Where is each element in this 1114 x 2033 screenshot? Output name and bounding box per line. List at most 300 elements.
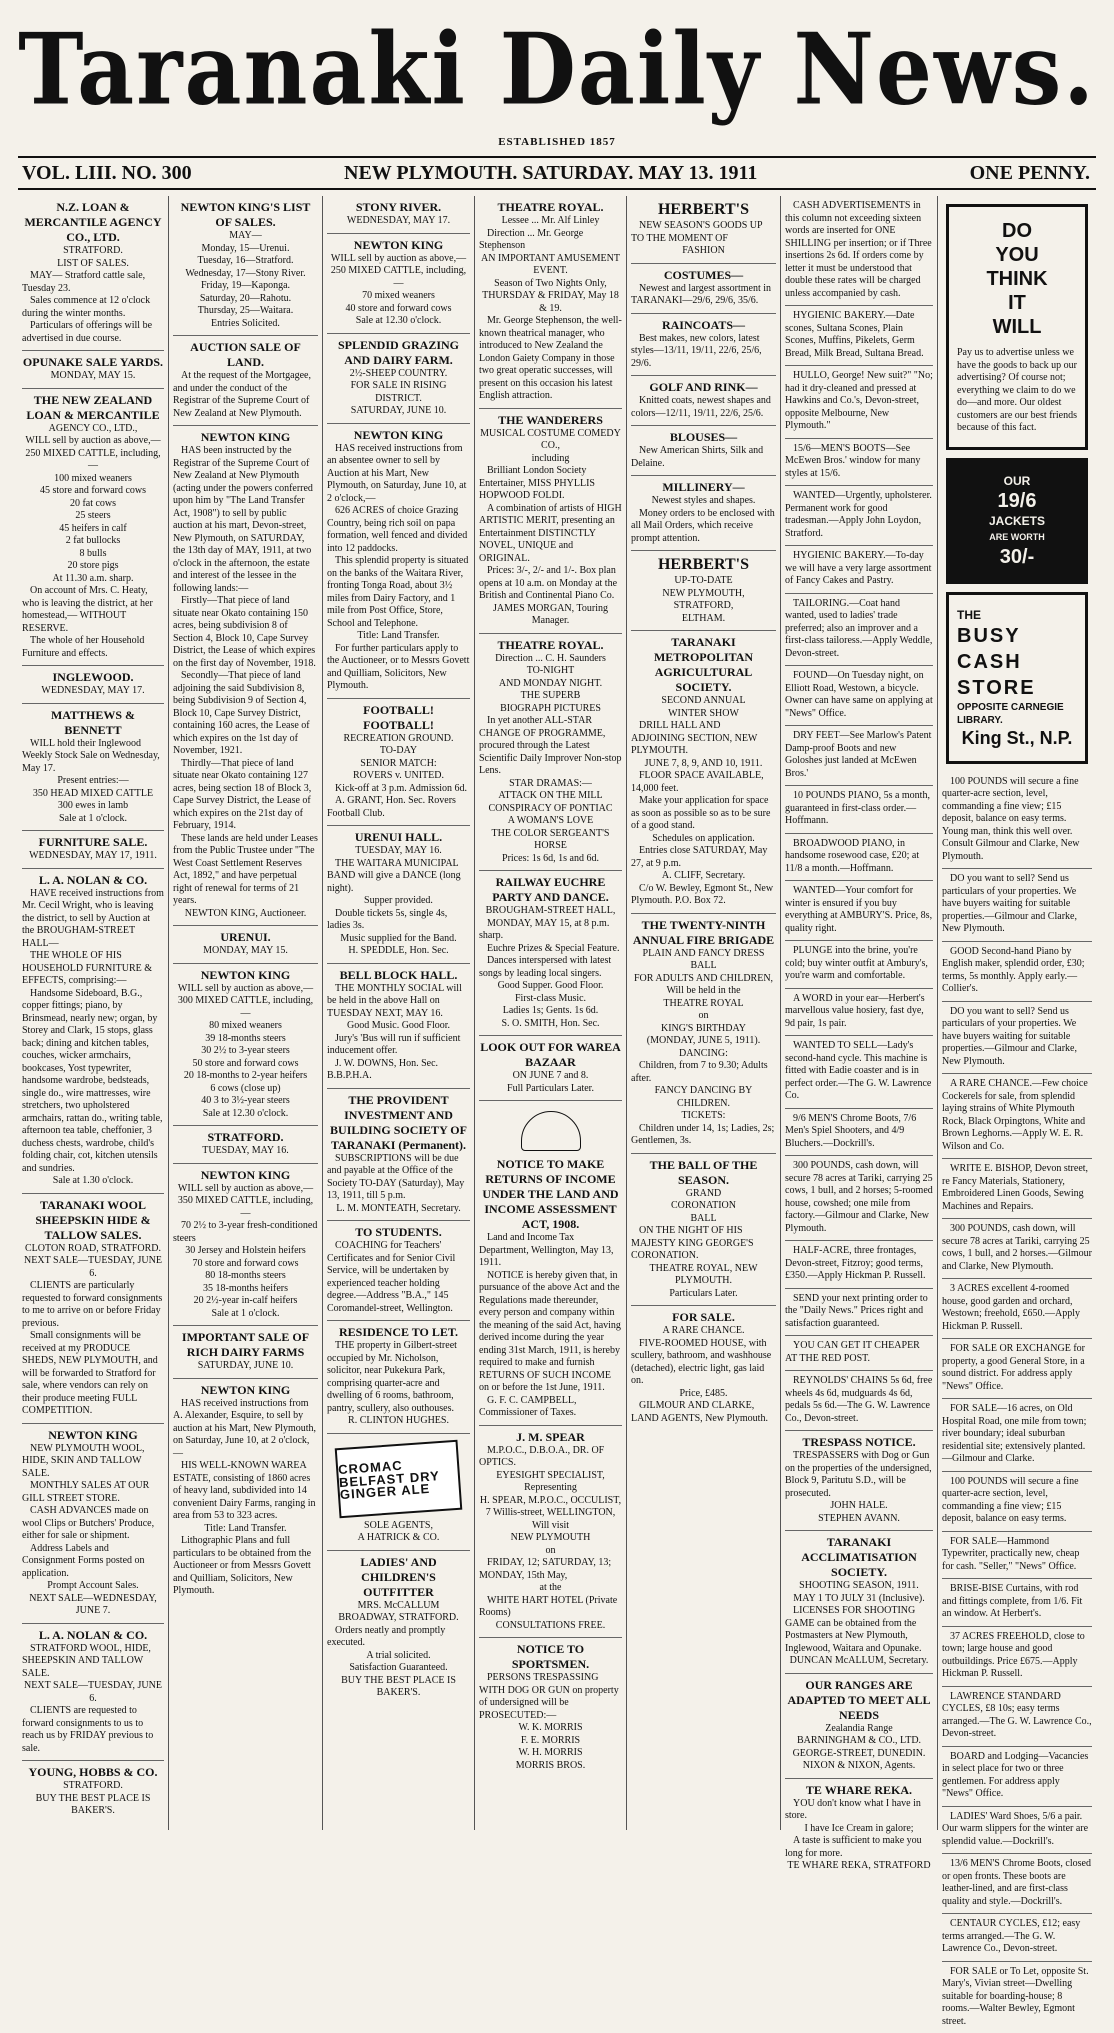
ad-text-line: FRIDAY, 12; SATURDAY, 13; MONDAY, 15th May,: [479, 1557, 622, 1582]
column-4: [475, 196, 626, 1830]
ad-text-line: 300 POUNDS, cash down, will secure 78 acres at Tariki, carrying 25 cows, 1 bull, and 2 horses.—Gilmour and Clarke, New Plymouth.: [942, 1223, 1092, 1273]
ad-heading: OUR RANGES ARE ADAPTED TO MEET ALL NEEDS: [785, 1678, 933, 1723]
ad-text-line: Ladies 1s; Gents. 1s 6d.: [479, 1005, 622, 1018]
advertisement-block: [942, 1472, 1092, 1532]
ad-text-line: STEPHEN AVANN.: [785, 1513, 933, 1526]
advertisement-block: [631, 376, 776, 426]
ad-text-line: 45 store and forward cows: [22, 485, 164, 498]
advertisement-block: [631, 196, 776, 264]
ad-text-line: Sale at 1.30 o'clock.: [22, 1175, 164, 1188]
masthead-rule-top: [18, 156, 1096, 158]
ad-text-line: PERSONS TRESPASSING WITH DOG OR GUN on property of undersigned will be PROSECUTED:—: [479, 1672, 622, 1722]
ad-text-line: BUY THE BEST PLACE IS BAKER'S.: [22, 1793, 164, 1818]
advertisement-block: [327, 234, 470, 334]
ad-text-line: NEW SEASON'S GOODS UP TO THE MOMENT OF: [631, 220, 776, 245]
ad-heading: LOOK OUT FOR WAREA BAZAAR: [479, 1040, 622, 1070]
ad-text-line: Double tickets 5s, single 4s, ladies 3s.: [327, 908, 470, 933]
ad-text-line: 8 bulls: [22, 548, 164, 561]
ad-text-line: WEDNESDAY, MAY 17.: [327, 215, 470, 228]
ad-text-line: BOARD and Lodging—Vacancies in select place for two or three gentlemen. For address apply "News" Office.: [942, 1751, 1092, 1801]
column-5: [627, 196, 780, 1830]
ad-text-line: W. K. MORRIS: [479, 1722, 622, 1735]
ad-text-line: Prompt Account Sales.: [22, 1580, 164, 1593]
ad-text-line: HYGIENIC BAKERY.—To-day we will have a very large assortment of Fancy Cakes and Pastry.: [785, 550, 933, 588]
ad-text-line: 25 steers: [22, 510, 164, 523]
ad-text-line: SUBSCRIPTIONS will be due and payable at the Office of the Society TO-DAY (Saturday), May 13, 1911, till 5 p.m.: [327, 1153, 470, 1203]
ad-text-line: Thirdly—That piece of land situate near Okato containing 127 acres, being section 18 of Block 3, Cape Survey District, the Lease of which expires on the 21st day of February, 1914.: [173, 758, 318, 833]
advertisement-block: [631, 551, 776, 631]
ad-text-line: DRILL HALL AND ADJOINING SECTION, NEW PLYMOUTH.: [631, 720, 776, 758]
ad-text-line: THE WAITARA MUNICIPAL BAND will give a DANCE (long night).: [327, 858, 470, 896]
ad-text-line: Will visit: [479, 1520, 622, 1533]
ad-text-line: JOHN HALE.: [785, 1500, 933, 1513]
ad-text-line: MONDAY, MAY 15.: [22, 370, 164, 383]
ad-text-line: 7 Willis-street, WELLINGTON,: [479, 1507, 622, 1520]
ad-text-line: SHOOTING SEASON, 1911.: [785, 1580, 933, 1593]
ad-text-line: TRESPASSERS with Dog or Gun on the properties of the undersigned, Block 9, Paritutu S.D., will be prosecuted.: [785, 1450, 933, 1500]
ad-text-line: FIVE-ROOMED HOUSE, with scullery, bathroom, and washhouse (detached), electric light, gas laid on.: [631, 1338, 776, 1388]
ad-heading: NEWTON KING: [173, 1168, 318, 1183]
advertisement-block: [173, 1326, 318, 1379]
ad-text-line: At 11.30 a.m. sharp.: [22, 573, 164, 586]
ad-text-line: Zealandia Range: [785, 1723, 933, 1736]
ad-text-line: HAVE received instructions from Mr. Cecil Wright, who is leaving the district, to sell by Auction at the BROUGHAM-STREET HALL—: [22, 888, 164, 951]
ad-heading: TRESPASS NOTICE.: [785, 1435, 933, 1450]
ad-text-line: CLOTON ROAD, STRATFORD.: [22, 1243, 164, 1256]
ad-heading: STRATFORD.: [173, 1130, 318, 1145]
ad-heading: SPLENDID GRAZING AND DAIRY FARM.: [327, 338, 470, 368]
advertisement-block: [785, 1241, 933, 1289]
ad-text-line: Sale at 1 o'clock.: [22, 813, 164, 826]
volume-number: VOL. LIII. NO. 300: [22, 162, 192, 185]
ad-text-line: HIS WELL-KNOWN WAREA ESTATE, consisting of 1860 acres of heavy land, subdivided into 14 convenient Dairy Farms, ranging in area from 53 to 323 acres.: [173, 1460, 318, 1523]
ad-text-line: 40 store and forward cows: [327, 303, 470, 316]
ad-heading: MATTHEWS & BENNETT: [22, 708, 164, 738]
ad-text-line: CLIENTS are particularly requested to forward consignments to me to arrive on or before Friday previous.: [22, 1280, 164, 1330]
advertisement-block: [479, 1101, 622, 1426]
ad-heading: HERBERT'S: [631, 200, 776, 220]
ad-text-line: JUNE 7, 8, 9, AND 10, 1911.: [631, 758, 776, 771]
ad-text-line: SATURDAY, JUNE 10.: [327, 405, 470, 418]
ad-text-line: The whole of her Household Furniture and effects.: [22, 635, 164, 660]
ad-text-line: Sale at 12.30 o'clock.: [173, 1108, 318, 1121]
advertisement-block: [22, 1194, 164, 1424]
ad-text-line: EYESIGHT SPECIALIST,: [479, 1470, 622, 1483]
ad-heading: NEWTON KING'S LIST OF SALES.: [173, 200, 318, 230]
ad-heading: RAINCOATS—: [631, 318, 776, 333]
advertisement-block: [785, 786, 933, 834]
advertisement-block: [942, 1399, 1092, 1472]
ad-text-line: THE SUPERB: [479, 690, 622, 703]
ad-text-line: ATTACK ON THE MILL: [479, 790, 622, 803]
ad-text-line: 100 POUNDS will secure a fine quarter-acre section, level, commanding a fine view; £15 deposit, balance on easy terms.: [942, 1476, 1092, 1526]
ad-text-line: CONSPIRACY OF PONTIAC: [479, 803, 622, 816]
advertisement-block: [785, 989, 933, 1037]
ad-text-line: New American Shirts, Silk and Delaine.: [631, 445, 776, 470]
advertisement-block: [785, 1779, 933, 1878]
ad-text-line: WANTED—Urgently, upholsterer. Permanent work for good tradesman.—Apply John Loydon, Stratford.: [785, 490, 933, 540]
ad-text-line: TUESDAY, MAY 16.: [327, 845, 470, 858]
ad-text-line: Satisfaction Guaranteed.: [327, 1662, 470, 1675]
ad-text-line: A combination of artists of HIGH ARTISTIC MERIT, presenting an Entertainment DISTINCTLY NOVEL, UNIQUE and ORIGINAL.: [479, 503, 622, 566]
ad-text-line: 30 2½ to 3-year steers: [173, 1045, 318, 1058]
advertisement-block: [631, 476, 776, 551]
ad-text-line: NEW PLYMOUTH: [479, 1532, 622, 1545]
ad-text-line: ELTHAM.: [631, 613, 776, 626]
established-line: ESTABLISHED 1857: [0, 136, 1114, 148]
ad-text-line: CONSULTATIONS FREE.: [479, 1620, 622, 1633]
ad-text-line: 300 MIXED CATTLE, including,—: [173, 995, 318, 1020]
ad-text-line: Thursday, 25—Waitara.: [173, 305, 318, 318]
ad-text-line: WILL sell by auction as above,—: [173, 1183, 318, 1196]
ad-text-line: FOR SALE or To Let, opposite St. Mary's, Vivian street—Dwelling suitable for boarding-house; 8 rooms.—Walter Bewley, Egmont street.: [942, 1966, 1092, 2029]
ad-text-line: WILL sell by auction as above,—: [22, 435, 164, 448]
ad-text-line: CASH ADVANCES made on wool Clips or Butchers' Produce, either for sale or shipment.: [22, 1505, 164, 1543]
ad-text-line: Lithographic Plans and full particulars to be obtained from the Auctioneer or from Messrs Govett and Quilliam, Solicitors, New Plymouth.: [173, 1535, 318, 1598]
date-place: NEW PLYMOUTH. SATURDAY. MAY 13. 1911: [344, 162, 757, 185]
ad-heading: FOR SALE.: [631, 1310, 776, 1325]
ad-heading: BLOUSES—: [631, 430, 776, 445]
ad-text-line: Make your application for space as soon as possible so as to be sure of a good stand.: [631, 795, 776, 833]
ad-text-line: TO-DAY: [327, 745, 470, 758]
ad-text-line: WHITE HART HOTEL (Private Rooms): [479, 1595, 622, 1620]
ad-heading: THEATRE ROYAL.: [479, 638, 622, 653]
ad-text-line: 70 mixed weaners: [327, 290, 470, 303]
ad-text-line: COACHING for Teachers' Certificates and for Senior Civil Service, will be undertaken by experienced teacher holding degree.—Address "B.A.," 145 Coromandel-street, Wellington.: [327, 1240, 470, 1315]
ad-text-line: DO you want to sell? Send us particulars of your properties. We have buyers waiting for suitable properties.—Gilmour and Clarke, New Plymouth.: [942, 873, 1092, 936]
ad-heading: FURNITURE SALE.: [22, 835, 164, 850]
ad-text-line: Entries Solicited.: [173, 318, 318, 331]
ad-text-line: H. SPEAR, M.P.O.C., OCCULIST,: [479, 1495, 622, 1508]
coat-of-arms-icon: [521, 1111, 581, 1151]
ad-text-line: CORONATION: [631, 1200, 776, 1213]
ad-text-line: Newest and largest assortment in TARANAKI—29/6, 29/6, 35/6.: [631, 283, 776, 308]
ad-text-line: 20 18-months to 2-year heifers: [173, 1070, 318, 1083]
ad-text-line: CENTAUR CYCLES, £12; easy terms arranged.—The G. W. Lawrence Co., Devon-street.: [942, 1918, 1092, 1956]
advertisement-block: [785, 1036, 933, 1109]
ad-text-line: Children under 14, 1s; Ladies, 2s; Gentlemen, 3s.: [631, 1123, 776, 1148]
ad-text-line: Price, £485.: [631, 1388, 776, 1401]
ad-heading: NEWTON KING: [22, 1428, 164, 1443]
advertisement-block: [327, 424, 470, 699]
advertisement-block: [631, 264, 776, 314]
ad-text-line: Kick-off at 3 p.m. Admission 6d.: [327, 783, 470, 796]
ad-text-line: At the request of the Mortgagee, and under the conduct of the Registrar of the Supreme Court of New Zealand at New Plymouth.: [173, 370, 318, 420]
advertisement-block: [327, 826, 470, 964]
ad-text-line: 100 POUNDS will secure a fine quarter-acre section, level, commanding a fine view; £15 deposit, balance on easy terms. Young man, think this well over. Consult Gilmour and Clarke, New Plymouth.: [942, 776, 1092, 864]
ad-heading: THE WANDERERS: [479, 413, 622, 428]
ad-text-line: THURSDAY & FRIDAY, May 18 & 19.: [479, 290, 622, 315]
advertisement-block: [631, 426, 776, 476]
ad-text-line: A WORD in your ear—Herbert's marvellous value hosiery, fast dye, 9d pair, 1s pair.: [785, 993, 933, 1031]
ad-text-line: Euchre Prizes & Special Feature.: [479, 943, 622, 956]
advertisement-block: [479, 196, 622, 409]
advertisement-block: [785, 1156, 933, 1241]
ad-text-line: Direction ... C. H. Saunders: [479, 653, 622, 666]
ad-text-line: MRS. McCALLUM: [327, 1600, 470, 1613]
ad-text-line: DANCING:: [631, 1048, 776, 1061]
price: ONE PENNY.: [970, 162, 1090, 185]
ad-text-line: On account of Mrs. C. Heaty, who is leaving the district, at her homestead,— WITHOUT RESERVE.: [22, 585, 164, 635]
advertisement-block: [785, 306, 933, 366]
ad-text-line: MONDAY, MAY 15, at 8 p.m. sharp.: [479, 918, 622, 943]
advertisement-block: [942, 1627, 1092, 1687]
ad-text-line: NOTICE is hereby given that, in pursuance of the above Act and the Regulations made thereunder, every person and company within the meaning of the said Act, having derived income during the year ending 31st March, 1911, is hereby required to make and furnish RETURNS OF SUCH INCOME on or before the 1st June, 1911.: [479, 1270, 622, 1395]
ad-text-line: 70 2½ to 3-year fresh-conditioned steers: [173, 1220, 318, 1245]
advertisement-block: [327, 334, 470, 424]
ad-text-line: HALF-ACRE, three frontages, Devon-street, Fitzroy; good terms, £350.—Apply Hickman P. Russell.: [785, 1245, 933, 1283]
ad-text-line: 100 mixed weaners: [22, 473, 164, 486]
ad-text-line: Jury's 'Bus will run if sufficient inducement offer.: [327, 1033, 470, 1058]
ad-text-line: MAY 1 TO JULY 31 (Inclusive).: [785, 1593, 933, 1606]
ad-text-line: Title: Land Transfer.: [173, 1523, 318, 1536]
advertisement-block: [631, 1154, 776, 1307]
ad-text-line: ON THE NIGHT OF HIS MAJESTY KING GEORGE'S CORONATION.: [631, 1225, 776, 1263]
ad-text-line: Direction ... Mr. George Stephenson: [479, 228, 622, 253]
ad-text-line: DUNCAN McALLUM, Secretary.: [785, 1655, 933, 1668]
advertisement-block: [173, 926, 318, 964]
advertisement-block: [942, 1279, 1092, 1339]
ad-text-line: Firstly—That piece of land situate near Okato containing 150 acres, being subdivision 8 of Section 4, Block 10, Cape Survey District, the Lease of which expires on the first day of November, 1918.: [173, 595, 318, 670]
ad-text-line: STRATFORD.: [22, 1780, 164, 1793]
ad-text-line: G. F. C. CAMPBELL, Commissioner of Taxes.: [479, 1395, 622, 1420]
advertisement-block: [22, 389, 164, 667]
ad-heading: THE BALL OF THE SEASON.: [631, 1158, 776, 1188]
ad-text-line: KING'S BIRTHDAY: [631, 1023, 776, 1036]
ad-text-line: FOR SALE IN RISING DISTRICT.: [327, 380, 470, 405]
advertisement-block: [942, 869, 1092, 942]
advertisement-block: [942, 1339, 1092, 1399]
ad-text-line: Tuesday, 16—Stratford.: [173, 255, 318, 268]
advertisement-block: [22, 869, 164, 1194]
ad-heading: THEATRE ROYAL.: [479, 200, 622, 215]
advertisement-block: [942, 1579, 1092, 1627]
ad-text-line: 2½-SHEEP COUNTRY.: [327, 368, 470, 381]
ad-text-line: FOR SALE—Hammond Typewriter, practically new, cheap for cash. "Seller," "News" Office.: [942, 1536, 1092, 1574]
ad-heading: GOLF AND RINK—: [631, 380, 776, 395]
advertisement-block: [479, 1638, 622, 1777]
ad-text-line: Good Supper. Good Floor.: [479, 980, 622, 993]
ad-text-line: A taste is sufficient to make you long for more.: [785, 1835, 933, 1860]
ad-text-line: LICENSES FOR SHOOTING GAME can be obtained from the Postmasters at New Plymouth, Inglewood, Waitara and Opunake.: [785, 1605, 933, 1655]
ad-heading: NEWTON KING: [327, 428, 470, 443]
ad-heading: AUCTION SALE OF LAND.: [173, 340, 318, 370]
advertisement-block: [942, 1914, 1092, 1962]
advertisement-block: [785, 666, 933, 726]
advertisement-block: [631, 914, 776, 1154]
ad-text-line: GILMOUR AND CLARKE, LAND AGENTS, New Plymouth.: [631, 1400, 776, 1425]
column-6: [781, 196, 937, 1830]
ad-heading: LADIES' AND CHILDREN'S OUTFITTER: [327, 1555, 470, 1600]
ad-text-line: A trial solicited.: [327, 1650, 470, 1663]
ad-heading: TARANAKI ACCLIMATISATION SOCIETY.: [785, 1535, 933, 1580]
ad-text-line: Schedules on application.: [631, 833, 776, 846]
ad-text-line: 300 POUNDS, cash down, will secure 78 acres at Tariki, carrying 25 cows, 1 bull, and 2 horses; 5-roomed house, cowshed; one mile from factory.—Gilmour and Clarke, New Plymouth.: [785, 1160, 933, 1235]
column-2: [169, 196, 322, 1830]
ad-text-line: HAS received instructions from A. Alexander, Esquire, to sell by auction at his Mart, New Plymouth, on Saturday, June 10, at 2 o'clock,—: [173, 1398, 318, 1461]
advertisement-block: [785, 366, 933, 439]
ad-text-line: A RARE CHANCE.—Few choice Cockerels for sale, from splendid laying strains of White Plymouth Rock, Black Orpingtons, White and Brown Leghorns.—Apply W. E. R. Wilson and Co.: [942, 1078, 1092, 1153]
advertisement-block: [942, 1687, 1092, 1747]
ad-text-line: RECREATION GROUND.: [327, 733, 470, 746]
advertisement-block: [785, 1674, 933, 1779]
ad-text-line: THEATRE ROYAL, NEW PLYMOUTH.: [631, 1263, 776, 1288]
ad-text-line: 6 cows (close up): [173, 1083, 318, 1096]
ad-text-line: Lessee ... Mr. Alf Linley: [479, 215, 622, 228]
ad-text-line: BUY THE BEST PLACE IS BAKER'S.: [327, 1675, 470, 1700]
advertisement-block: [785, 486, 933, 546]
advertisement-block: [327, 1089, 470, 1222]
ad-text-line: STAR DRAMAS:—: [479, 778, 622, 791]
ad-text-line: MONDAY, MAY 15.: [173, 945, 318, 958]
ad-text-line: 13/6 MEN'S Chrome Boots, closed or open fronts. These boots are leather-lined, and are first-class quality and style.—Dockrill's.: [942, 1858, 1092, 1908]
advertisement-block: [22, 1424, 164, 1624]
ad-heading: HERBERT'S: [631, 555, 776, 575]
ad-text-line: THE COLOR SERGEANT'S HORSE: [479, 828, 622, 853]
advertisement-block: [327, 964, 470, 1089]
ad-text-line: Representing: [479, 1482, 622, 1495]
advertisement-block: [631, 631, 776, 914]
ad-text-line: TICKETS:: [631, 1110, 776, 1123]
ad-text-line: TO-NIGHT: [479, 665, 622, 678]
ad-text-line: 15/6—MEN'S BOOTS—See McEwen Bros.' window for many styles at 15/6.: [785, 443, 933, 481]
ad-heading: RAILWAY EUCHRE PARTY AND DANCE.: [479, 875, 622, 905]
ad-text-line: LAWRENCE STANDARD CYCLES, £8 10s; easy terms arranged.—The G. W. Lawrence Co., Devon-street.: [942, 1691, 1092, 1741]
advertisement-block: [942, 1532, 1092, 1580]
ad-text-line: FOR SALE OR EXCHANGE for property, a good General Store, in a sound district. For address apply "News" Office.: [942, 1343, 1092, 1393]
ad-text-line: STRATFORD,: [631, 600, 776, 613]
ad-text-line: (MONDAY, JUNE 5, 1911).: [631, 1035, 776, 1048]
ad-text-line: Will be held in the: [631, 985, 776, 998]
ad-text-line: In yet another ALL-STAR CHANGE OF PROGRAMME, procured through the Latest Scientific Daily Improver Non-stop Lens.: [479, 715, 622, 778]
advertisement-block: [173, 1126, 318, 1164]
ad-text-line: Best makes, new colors, latest styles—13/11, 19/11, 22/6, 25/6, 29/6.: [631, 333, 776, 371]
ad-heading: N.Z. LOAN & MERCANTILE AGENCY CO., LTD.: [22, 200, 164, 245]
advertisement-block: [327, 699, 470, 827]
masthead-rule-bottom: [18, 188, 1096, 190]
ad-text-line: SEND your next printing order to the "Daily News." Prices right and satisfaction guaranteed.: [785, 1293, 933, 1331]
advertisement-block: [479, 1426, 622, 1639]
advertisement-block: [173, 426, 318, 926]
ad-text-line: NEXT SALE—TUESDAY, JUNE 6.: [22, 1255, 164, 1280]
advertisement-block: [785, 546, 933, 594]
ad-text-line: CLIENTS are requested to forward consignments to us to reach us by FRIDAY previous to sale.: [22, 1705, 164, 1755]
ad-text-line: DO you want to sell? Send us particulars of your properties. We have buyers waiting for suitable properties.—Gilmour and Clarke, New Plymouth.: [942, 1006, 1092, 1069]
ad-text-line: CASH ADVERTISEMENTS in this column not exceeding sixteen words are inserted for ONE SHILLING per insertion; or if Three insertions 2s 6d. If orders come by letter it must be understood that double these rates will be charged unless accompanied by cash.: [785, 200, 933, 300]
advertisement-block: [327, 1434, 470, 1551]
ad-text-line: W. H. MORRIS: [479, 1747, 622, 1760]
ad-text-line: BIOGRAPH PICTURES: [479, 703, 622, 716]
ad-text-line: NIXON & NIXON, Agents.: [785, 1760, 933, 1773]
ad-heading: NEWTON KING: [173, 1383, 318, 1398]
ad-text-line: F. E. MORRIS: [479, 1735, 622, 1748]
ad-text-line: 20 2½-year in-calf heifers: [173, 1295, 318, 1308]
ad-text-line: This splendid property is situated on the banks of the Waitara River, fronting Tonga Road, about 3½ miles from Dairy Factory, and 1 mile from Post Office, Store, School and Telephone.: [327, 555, 470, 630]
ad-heading: OPUNAKE SALE YARDS.: [22, 355, 164, 370]
ad-text-line: HAS been instructed by the Registrar of the Supreme Court of New Zealand at New Plymouth (acting under the powers conferred upon him by "The Land Transfer Act, 1908") to sell by public auction at his mart, Devon-street, New Plymouth, on SATURDAY, the 13th day of MAY, 1911, at two o'clock in the afternoon, the estate and interest of the lessee in the following lands:—: [173, 445, 318, 595]
ad-text-line: BROADWAY, STRATFORD.: [327, 1612, 470, 1625]
ad-heading: THE TWENTY-NINTH ANNUAL FIRE BRIGADE: [631, 918, 776, 948]
ad-heading: THE NEW ZEALAND LOAN & MERCANTILE: [22, 393, 164, 423]
ad-heading: L. A. NOLAN & CO.: [22, 1628, 164, 1643]
advertisement-block: [479, 634, 622, 872]
advertisement-block: [785, 941, 933, 989]
ad-text-line: Children, from 7 to 9.30; Adults after.: [631, 1060, 776, 1085]
ad-text-line: 35 18-months heifers: [173, 1283, 318, 1296]
ad-text-line: Money orders to be enclosed with all Mail Orders, which receive prompt attention.: [631, 508, 776, 546]
advertisement-block: [785, 1431, 933, 1531]
ad-text-line: BROADWOOD PIANO, in handsome rosewood case, £20; at 11/8 a month.—Hoffmann.: [785, 838, 933, 876]
advertisement-block: [785, 1531, 933, 1674]
ad-text-line: WANTED TO SELL—Lady's second-hand cycle. This machine is fitted with Eadie coaster and is in perfect order.—The G. W. Lawrence Co.: [785, 1040, 933, 1103]
ad-text-line: FOR ADULTS AND CHILDREN,: [631, 973, 776, 986]
ad-heading: TO STUDENTS.: [327, 1225, 470, 1240]
masthead: [0, 0, 1114, 160]
advertisement-block: [327, 1221, 470, 1321]
ad-text-line: BROUGHAM-STREET HALL,: [479, 905, 622, 918]
ad-text-line: TUESDAY, MAY 16.: [173, 1145, 318, 1158]
ad-text-line: at the: [479, 1582, 622, 1595]
ad-text-line: H. SPEDDLE, Hon. Sec.: [327, 945, 470, 958]
ad-text-line: on: [631, 1010, 776, 1023]
ad-text-line: NEWTON KING, Auctioneer.: [173, 908, 318, 921]
ad-text-line: These lands are held under Leases from the Public Trustee under "The West Coast Settlement Reserves Act, 1892," and have perpetual right of renewal for terms of 21 years.: [173, 833, 318, 908]
ad-text-line: 350 HEAD MIXED CATTLE: [22, 788, 164, 801]
ad-text-line: C/o W. Bewley, Egmont St., New Plymouth. P.O. Box 72.: [631, 883, 776, 908]
advertisement-block: [479, 409, 622, 634]
ad-text-line: BALL: [631, 960, 776, 973]
ad-text-line: MORRIS BROS.: [479, 1760, 622, 1773]
ad-text-line: 300 ewes in lamb: [22, 800, 164, 813]
ad-text-line: TE WHARE REKA, STRATFORD: [785, 1860, 933, 1873]
ad-text-line: MUSICAL COSTUME COMEDY CO.,: [479, 428, 622, 453]
ad-text-line: THE MONTHLY SOCIAL will be held in the above Hall on TUESDAY NEXT, MAY 16.: [327, 983, 470, 1021]
advertisement-block: [22, 1624, 164, 1762]
busy-cash-store-ad: THE BUSY CASH STORE OPPOSITE CARNEGIE LIBRARY. King St., N.P.: [946, 592, 1088, 764]
ad-text-line: 9/6 MEN'S Chrome Boots, 7/6 Men's Spiel Shooters, and 4/9 Bluchers.—Dockrill's.: [785, 1113, 933, 1151]
advertisement-block: [22, 1761, 164, 1823]
ad-text-line: 80 18-months steers: [173, 1270, 318, 1283]
ad-text-line: 20 fat cows: [22, 498, 164, 511]
ad-text-line: MAY— Stratford cattle sale, Tuesday 23.: [22, 270, 164, 295]
ad-text-line: NEXT SALE—WEDNESDAY, JUNE 7.: [22, 1593, 164, 1618]
advertisement-block: [942, 1962, 1092, 2033]
advertisement-block: [785, 1336, 933, 1371]
ad-text-line: GOOD Second-hand Piano by English maker, splendid order, £30; terms, 5s monthly. Apply early.—Collier's.: [942, 946, 1092, 996]
advertisement-block: [785, 1109, 933, 1157]
ad-text-line: ROVERS v. UNITED.: [327, 770, 470, 783]
ad-text-line: NEXT SALE—TUESDAY, JUNE 6.: [22, 1680, 164, 1705]
ad-text-line: Supper provided.: [327, 895, 470, 908]
advertisement-block: [942, 1747, 1092, 1807]
ad-text-line: 250 MIXED CATTLE, including,—: [327, 265, 470, 290]
advertisement-block: [631, 314, 776, 377]
ad-text-line: 250 MIXED CATTLE, including,—: [22, 448, 164, 473]
ad-text-line: 30 Jersey and Holstein heifers: [173, 1245, 318, 1258]
ad-heading: MILLINERY—: [631, 480, 776, 495]
ad-text-line: STRATFORD WOOL, HIDE, SHEEPSKIN AND TALLOW SALE.: [22, 1643, 164, 1681]
ad-text-line: HULLO, George! New suit?" "No; had it dry-cleaned and pressed at Hawkins and Co.'s, Devon-street, opposite Melbourne, New Plymouth.": [785, 370, 933, 433]
ad-text-line: Entries close SATURDAY, May 27, at 9 p.m.: [631, 845, 776, 870]
advertisement-block: [942, 772, 1092, 870]
ad-heading: NEWTON KING: [173, 430, 318, 445]
ad-text-line: 70 store and forward cows: [173, 1258, 318, 1271]
advertisement-block: [22, 351, 164, 389]
ad-text-line: Secondly—That piece of land adjoining the said Subdivision 8, being Subdivision 9 of Section 4, Block 10, Cape Survey District, containing 160 acres, the Lease of which expires on the 1st day of November, 1921.: [173, 670, 318, 758]
ad-text-line: LADIES' Ward Shoes, 5/6 a pair. Our warm slippers for the winter are splendid value.—Dockrill's.: [942, 1811, 1092, 1849]
ad-heading: FOOTBALL! FOOTBALL!: [327, 703, 470, 733]
advertisement-block: [785, 439, 933, 487]
